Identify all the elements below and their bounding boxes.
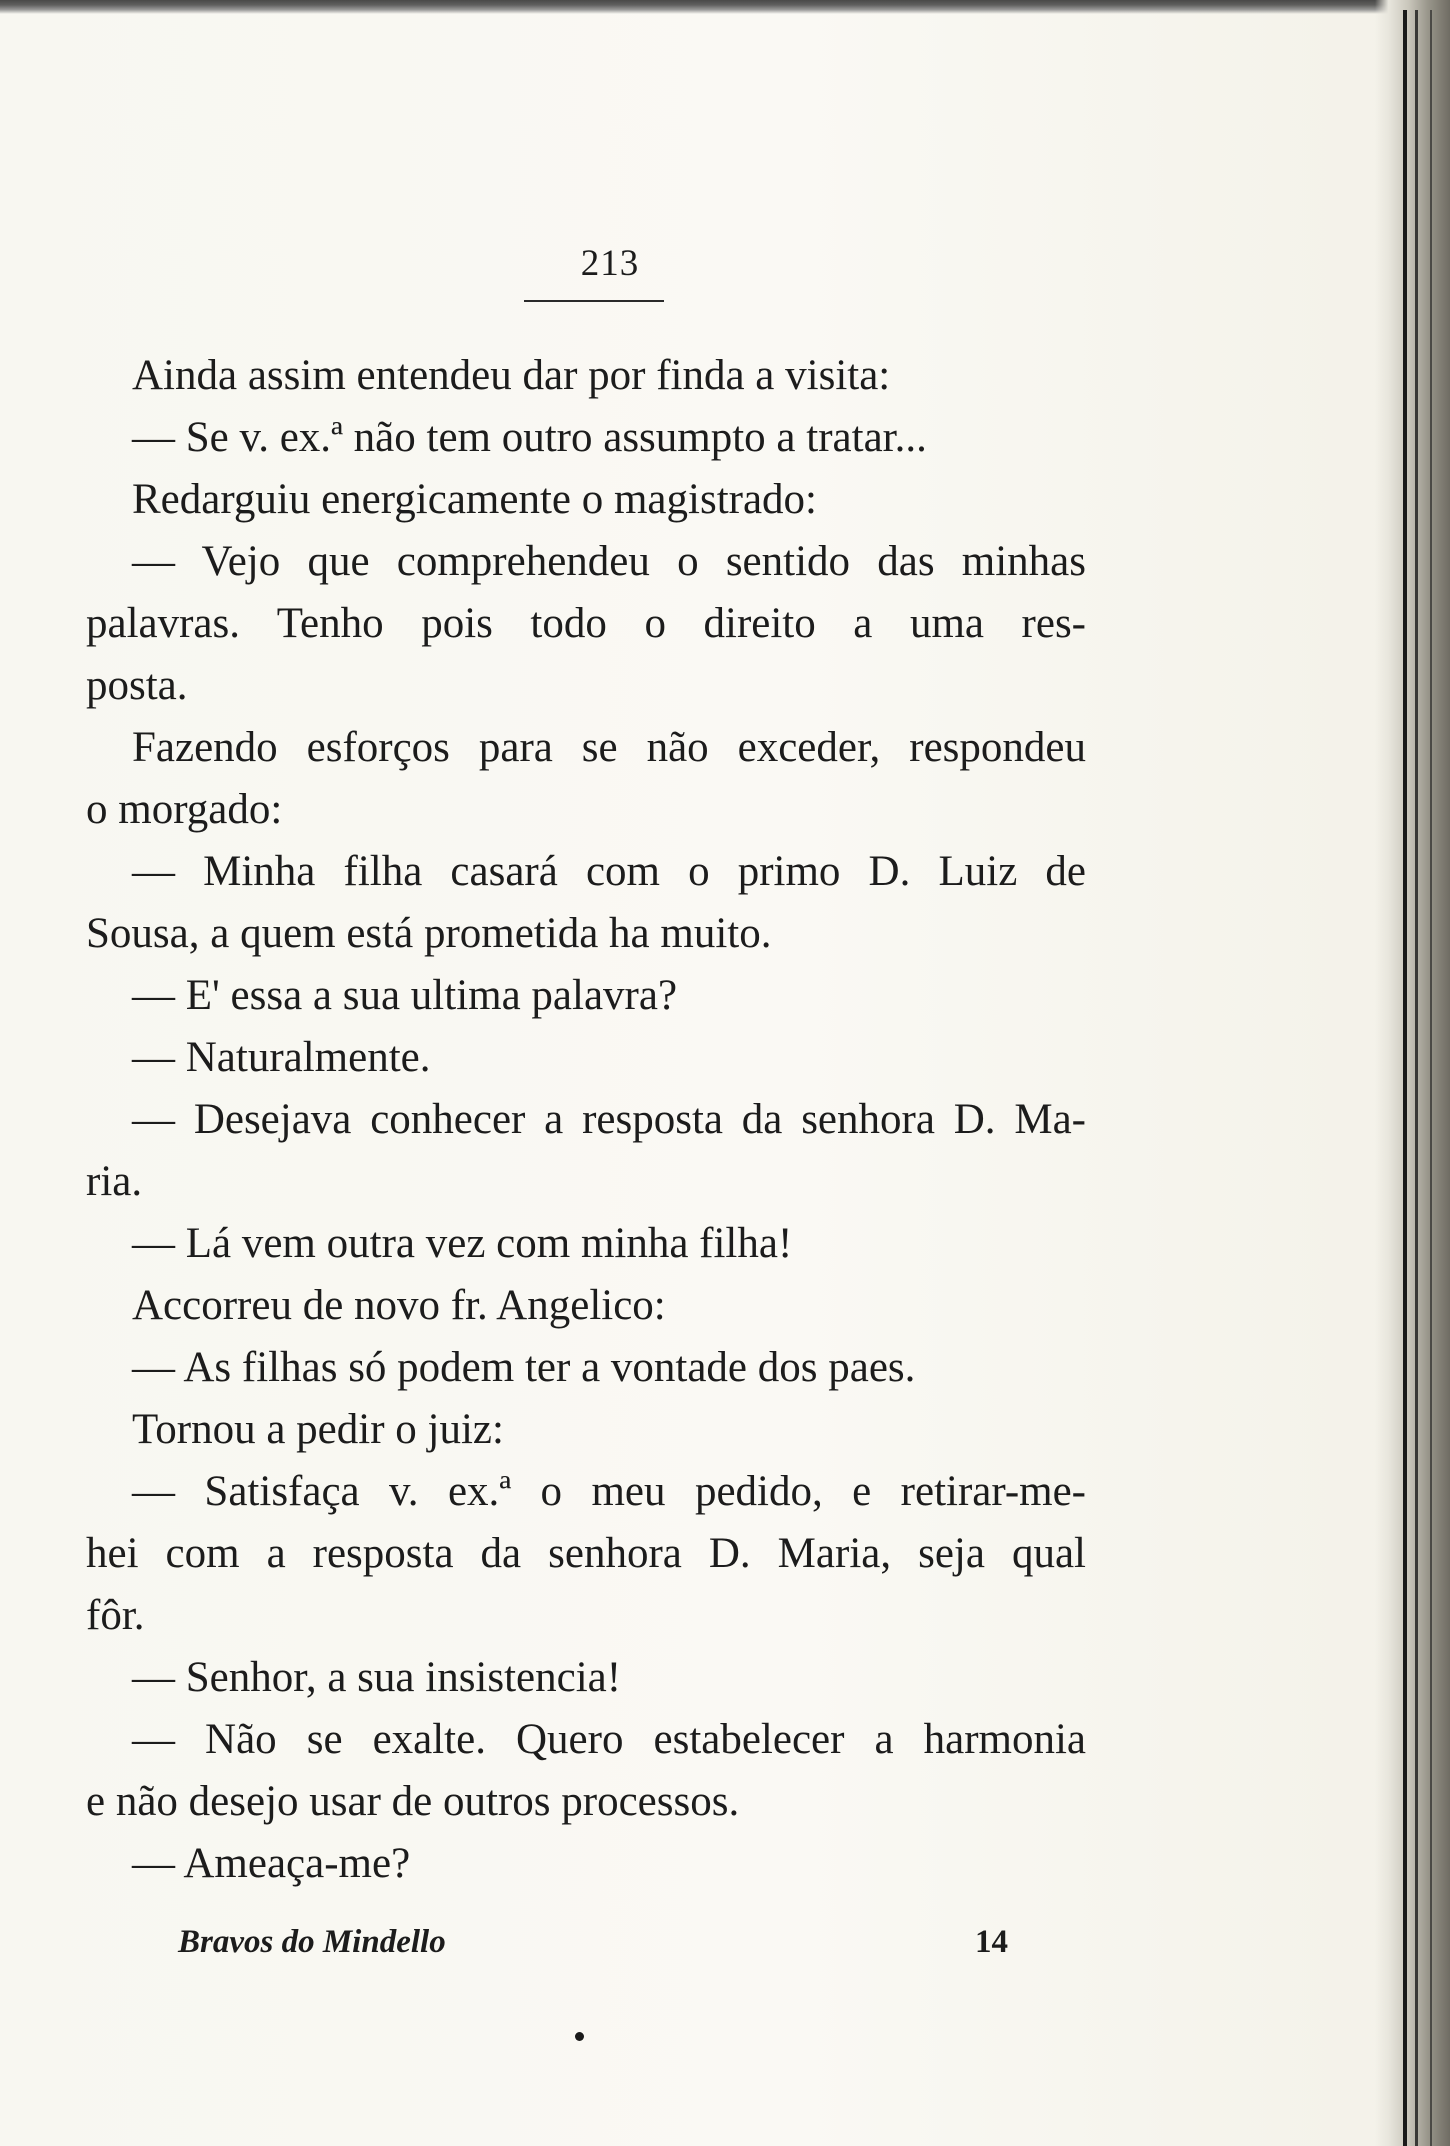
text-line: hei com a resposta da senhora D. Maria, seja qual	[86, 1530, 1086, 1577]
binding-line	[1415, 10, 1418, 2146]
book-binding	[1375, 0, 1450, 2146]
text-line: — Não se exalte. Quero estabelecer a harmonia	[132, 1716, 1086, 1763]
text-line: Tornou a pedir o juiz:	[132, 1406, 504, 1453]
text-line: — Minha filha casará com o primo D. Luiz de	[132, 848, 1086, 895]
ink-dot	[575, 2032, 584, 2041]
text-line: — Senhor, a sua insistencia!	[132, 1654, 622, 1701]
text-line: — E' essa a sua ultima palavra?	[132, 972, 678, 1019]
text-line: o morgado:	[86, 786, 283, 833]
text-line: Ainda assim entendeu dar por finda a visita:	[132, 352, 891, 399]
text-line: fôr.	[86, 1592, 145, 1639]
text-line: — Desejava conhecer a resposta da senhora D. Ma-	[132, 1096, 1086, 1143]
text-line: posta.	[86, 662, 188, 709]
header-rule	[524, 300, 664, 302]
text-line: Fazendo esforços para se não exceder, respondeu	[132, 724, 1086, 771]
text-line: — Lá vem outra vez com minha filha!	[132, 1220, 793, 1267]
text-line: — Se v. ex.ª não tem outro assumpto a tratar...	[132, 414, 927, 461]
text-line: Accorreu de novo fr. Angelico:	[132, 1282, 666, 1329]
body-text	[86, 345, 1086, 1895]
binding-line	[1430, 10, 1432, 2146]
text-line: — Naturalmente.	[132, 1034, 431, 1081]
binding-line	[1403, 10, 1407, 2146]
text-line: palavras. Tenho pois todo o direito a uma res-	[86, 600, 1086, 647]
text-line: — Ameaça-me?	[132, 1840, 411, 1887]
text-line: — Satisfaça v. ex.ª o meu pedido, e retirar-me-	[132, 1468, 1086, 1515]
text-line: e não desejo usar de outros processos.	[86, 1778, 740, 1825]
text-line: ria.	[86, 1158, 143, 1205]
page-top-edge	[0, 0, 1395, 14]
text-line: Redarguiu energicamente o magistrado:	[132, 476, 817, 523]
text-line: Sousa, a quem está prometida ha muito.	[86, 910, 772, 957]
footer-signature-mark: 14	[975, 1924, 1008, 1960]
text-line: — Vejo que comprehendeu o sentido das minhas	[132, 538, 1086, 585]
text-line: — As filhas só podem ter a vontade dos paes.	[132, 1344, 916, 1391]
page-number: 213	[580, 243, 640, 284]
footer-book-title: Bravos do Mindello	[178, 1924, 446, 1960]
